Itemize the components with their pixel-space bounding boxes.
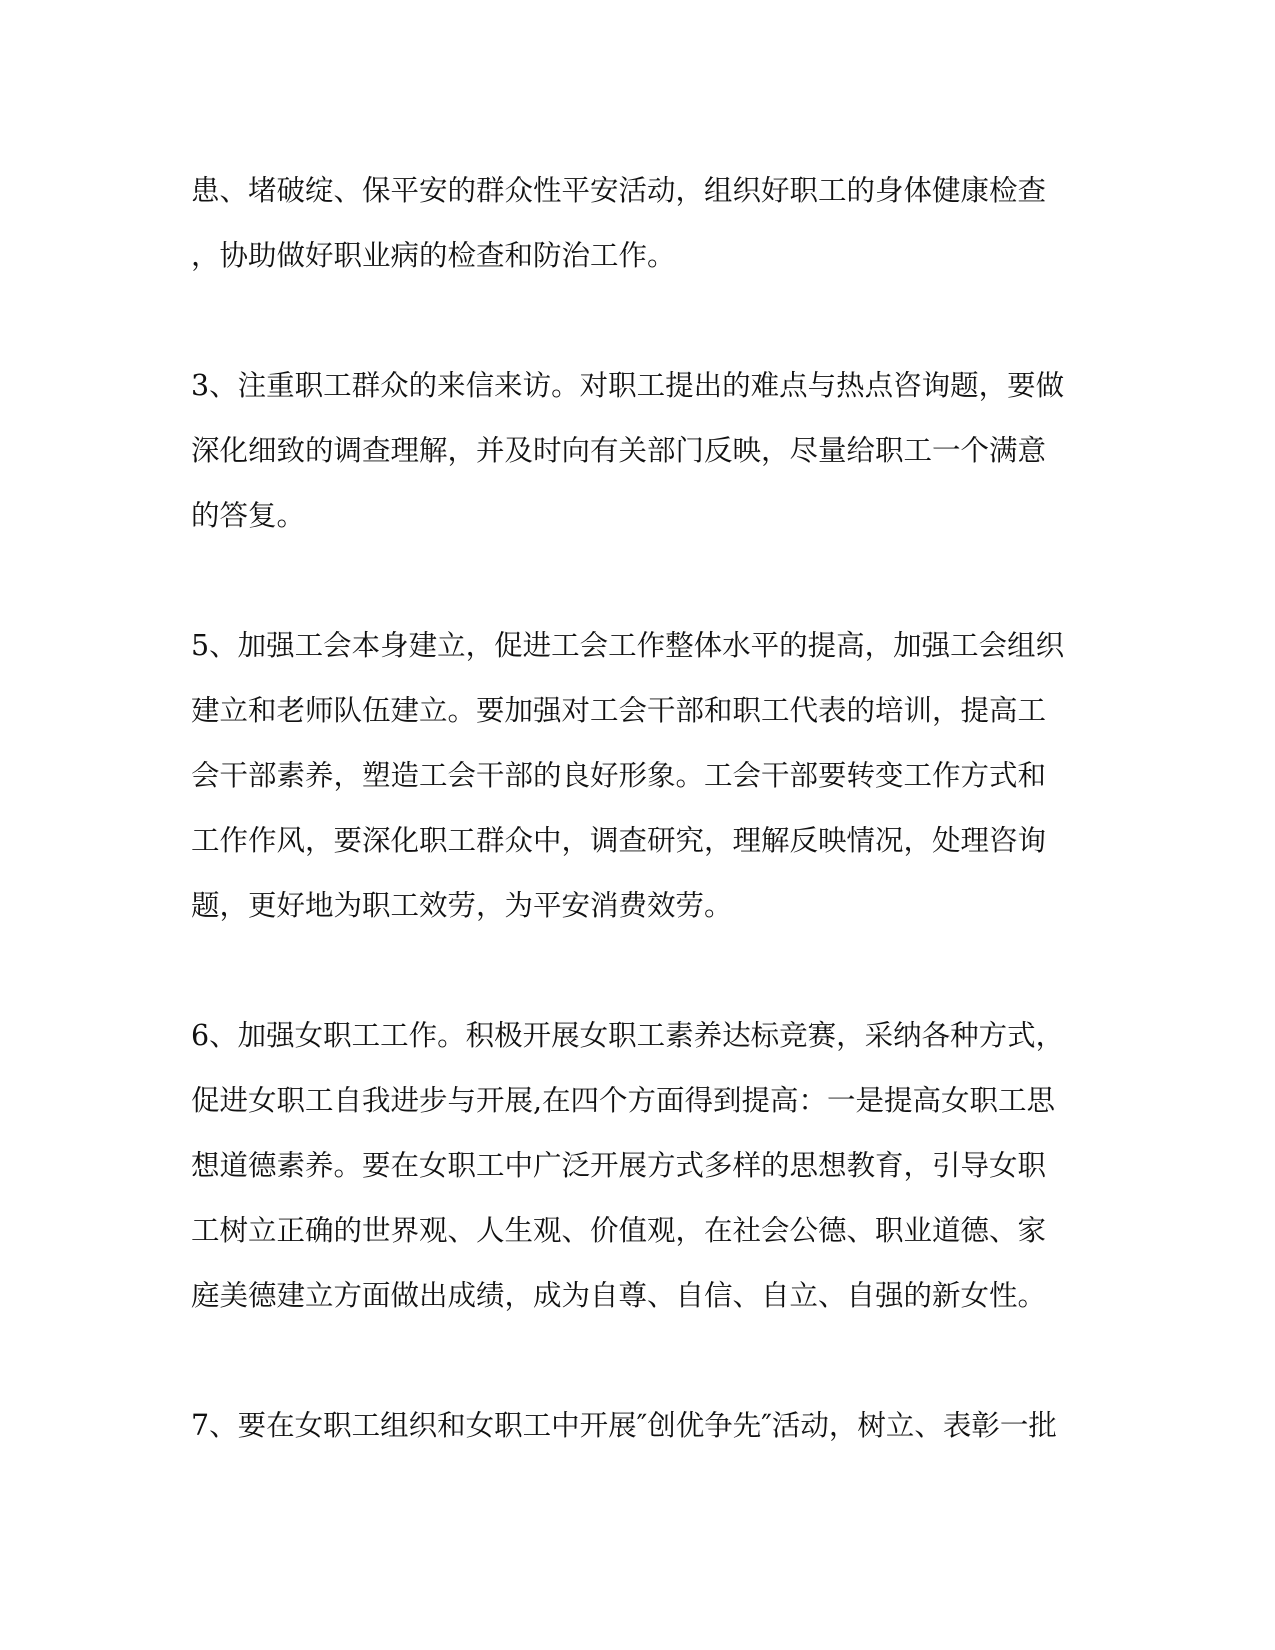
text-line: 深化细致的调查理解，并及时向有关部门反映，尽量给职工一个满意 — [191, 434, 1047, 467]
text-line: 想道德素养。要在女职工中广泛开展方式多样的思想教育，引导女职 — [191, 1149, 1047, 1182]
paragraph — [191, 1393, 1087, 1458]
text-line: 5、加强工会本身建立，促进工会工作整体水平的提高，加强工会组织 — [191, 629, 1065, 662]
text-line: 庭美德建立方面做出成绩，成为自尊、自信、自立、自强的新女性。 — [191, 1279, 1047, 1312]
paragraph — [191, 1003, 1087, 1328]
text-line: 题，更好地为职工效劳，为平安消费效劳。 — [191, 889, 733, 922]
paragraph-spacer — [191, 288, 1087, 353]
document-body — [191, 158, 1087, 1458]
text-line: 工树立正确的世界观、人生观、价值观，在社会公德、职业道德、家 — [191, 1214, 1047, 1247]
text-line: 6、加强女职工工作。积极开展女职工素养达标竞赛，采纳各种方式， — [191, 1019, 1065, 1052]
text-line: 促进女职工自我进步与开展,在四个方面得到提高：一是提高女职工思 — [191, 1084, 1056, 1117]
text-line: 建立和老师队伍建立。要加强对工会干部和职工代表的培训，提高工 — [191, 694, 1047, 727]
paragraph — [191, 158, 1087, 288]
paragraph-spacer — [191, 548, 1087, 613]
text-line: 工作作风，要深化职工群众中，调查研究，理解反映情况，处理咨询 — [191, 824, 1047, 857]
paragraph — [191, 353, 1087, 548]
paragraph-spacer — [191, 938, 1087, 1003]
text-line: 3、注重职工群众的来信来访。对职工提出的难点与热点咨询题，要做 — [191, 369, 1065, 402]
paragraph — [191, 613, 1087, 938]
paragraph-spacer — [191, 1328, 1087, 1393]
text-line: 7、要在女职工组织和女职工中开展″创优争先″活动，树立、表彰一批 — [191, 1409, 1057, 1442]
text-line: 会干部素养，塑造工会干部的良好形象。工会干部要转变工作方式和 — [191, 759, 1047, 792]
text-line: ，协助做好职业病的检查和防治工作。 — [191, 239, 676, 272]
text-line: 的答复。 — [191, 499, 306, 532]
text-line: 患、堵破绽、保平安的群众性平安活动，组织好职工的身体健康检查 — [191, 174, 1047, 207]
